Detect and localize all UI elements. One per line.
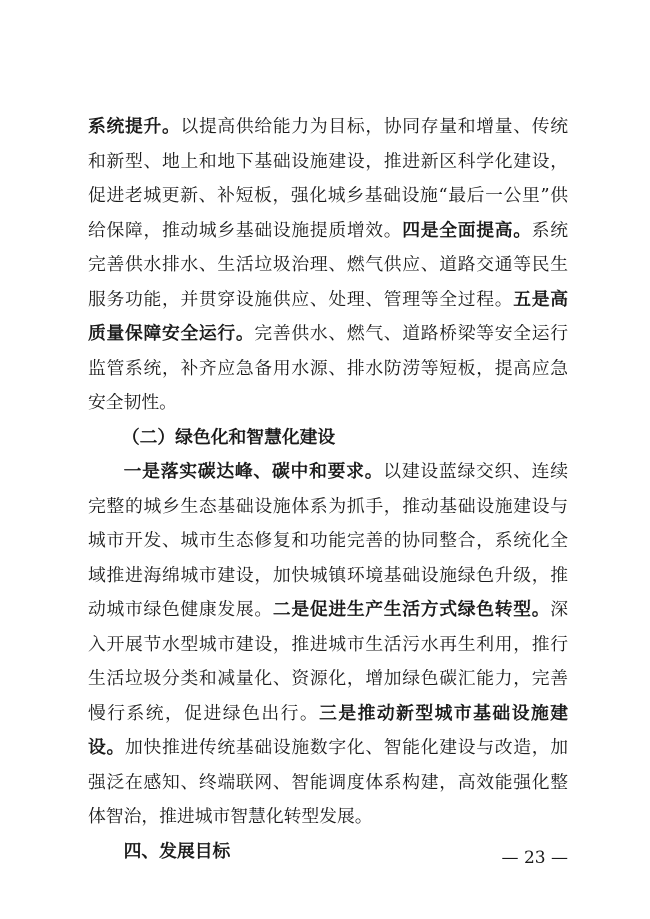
bold-phrase: 四是全面提高。 xyxy=(402,219,532,241)
bold-phrase: 五是高质量保障安全运行。 xyxy=(88,288,568,344)
page-number: — 23 — xyxy=(501,848,568,868)
paragraph xyxy=(88,455,568,835)
text-run: 以提高供给能力为目标，协同存量和增量、传统和新型、地上和地下基础设施建设，推进新区科学化建设，促进老城更新、补短板，强化城乡基础设施“最后一公里”供给保障，推动城乡基础设施提质增效。 xyxy=(88,116,568,241)
bold-phrase: 三是推动新型城市基础设施建设。 xyxy=(88,702,568,758)
text-run: 系统完善供水排水、生活垃圾治理、燃气供应、道路交通等民生服务功能，并贯穿设施供应、处理、管理等全过程。 xyxy=(88,219,568,310)
subheading: （二）绿色化和智慧化建设 xyxy=(121,426,336,448)
bold-phrase: 一是落实碳达峰、碳中和要求。 xyxy=(123,461,384,482)
text-run: 加快推进传统基础设施数字化、智能化建设与改造，加强泛在感知、终端联网、智能调度体系构建，高效能强化整体智治，推进城市智慧化转型发展。 xyxy=(88,737,568,827)
section-heading: 四、发展目标 xyxy=(123,840,231,862)
text-run: 深入开展节水型城市建设，推进城市生活污水再生利用，推行生活垃圾分类和减量化、资源化，增加绿色碳汇能力，完善慢行系统，促进绿色出行。 xyxy=(88,599,568,724)
text-run: 完善供水、燃气、道路桥梁等安全运行监管系统，补齐应急备用水源、排水防涝等短板，提高应急安全韧性。 xyxy=(88,323,568,413)
paragraph-continued xyxy=(88,110,568,421)
bold-phrase: 二是促进生产生活方式绿色转型。 xyxy=(272,599,551,620)
bold-phrase: 系统提升。 xyxy=(88,116,181,137)
body-text xyxy=(88,110,568,869)
text-run: 以建设蓝绿交织、连续完整的城乡生态基础设施体系为抓手，推动基础设施建设与城市开发、城市生态修复和功能完善的协同整合，系统化全域推进海绵城市建设，加快城镇环境基础设施绿色升级，推动城市绿色健康发展。 xyxy=(88,461,568,620)
